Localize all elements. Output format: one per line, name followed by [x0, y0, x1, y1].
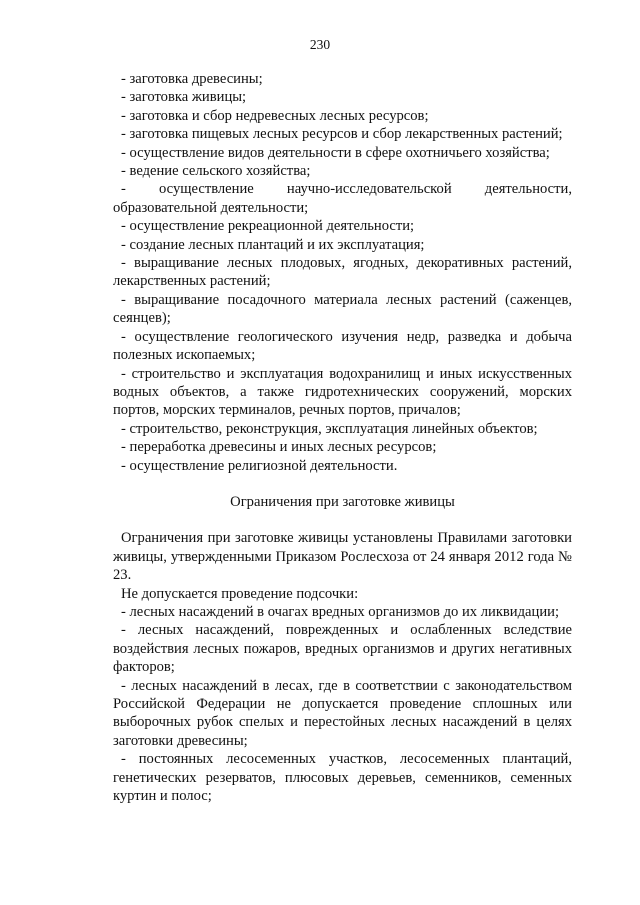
list-item: - выращивание посадочного материала лесных растений (саженцев, сеянцев); [113, 291, 572, 327]
list-item: - заготовка и сбор недревесных лесных ресурсов; [121, 107, 429, 124]
list-item: - заготовка живицы; [121, 89, 247, 106]
page-number: 230 [309, 37, 331, 52]
list-item: - выращивание лесных плодовых, ягодных, декоративных растений, лекарственных растений; [113, 255, 572, 290]
list-item: - осуществление видов деятельности в сфере охотничьего хозяйства; [121, 144, 550, 161]
list-item: - осуществление рекреационной деятельности; [121, 218, 415, 235]
list-item: - осуществление религиозной деятельности. [121, 457, 398, 474]
list-item: - переработка древесины и иных лесных ресурсов; [121, 439, 437, 456]
restriction-item: - постоянных лесосеменных участков, лесосеменных плантаций, генетических резерватов, плюсовых деревьев, семенников, семенных куртин и полос; [113, 751, 572, 805]
list-item: - заготовка пищевых лесных ресурсов и сбор лекарственных растений; [121, 126, 563, 143]
section-intro: Ограничения при заготовке живицы установлены Правилами заготовки живицы, утвержденными Приказом Рослесхоза от 24 января 2012 года № 23. [113, 530, 572, 584]
list-item: - осуществление геологического изучения недр, разведка и добыча полезных ископаемых; [113, 328, 572, 364]
section-heading: Ограничения при заготовке живицы [230, 493, 455, 510]
restriction-item: - лесных насаждений в лесах, где в соответствии с законодательством Российской Федерации не допускается проведение сплошных или выборочных рубок спелых и перестойных лесных насаждений в целях заготовки древесины; [113, 677, 572, 749]
restriction-lead: Не допускается проведение подсочки: [121, 585, 359, 602]
restriction-item: - лесных насаждений, поврежденных и ослабленных вследствие воздействия лесных пожаров, вредных организмов и других негативных факторов; [113, 622, 572, 676]
list-item: - осуществление научно-исследовательской деятельности, образовательной деятельности; [113, 181, 572, 216]
list-item: - заготовка древесины; [121, 71, 263, 87]
restriction-list [113, 603, 572, 805]
document-body [113, 70, 572, 805]
activity-list [113, 70, 572, 475]
list-item: - ведение сельского хозяйства; [121, 163, 311, 180]
list-item: - строительство и эксплуатация водохранилищ и иных искусственных водных объектов, а также гидротехнических сооружений, морских портов, морских терминалов, речных портов, причалов; [113, 365, 572, 419]
list-item: - создание лесных плантаций и их эксплуатация; [121, 236, 425, 253]
restriction-item: - лесных насаждений в очагах вредных организмов до их ликвидации; [121, 603, 559, 620]
list-item: - строительство, реконструкция, эксплуатация линейных объектов; [121, 420, 538, 437]
